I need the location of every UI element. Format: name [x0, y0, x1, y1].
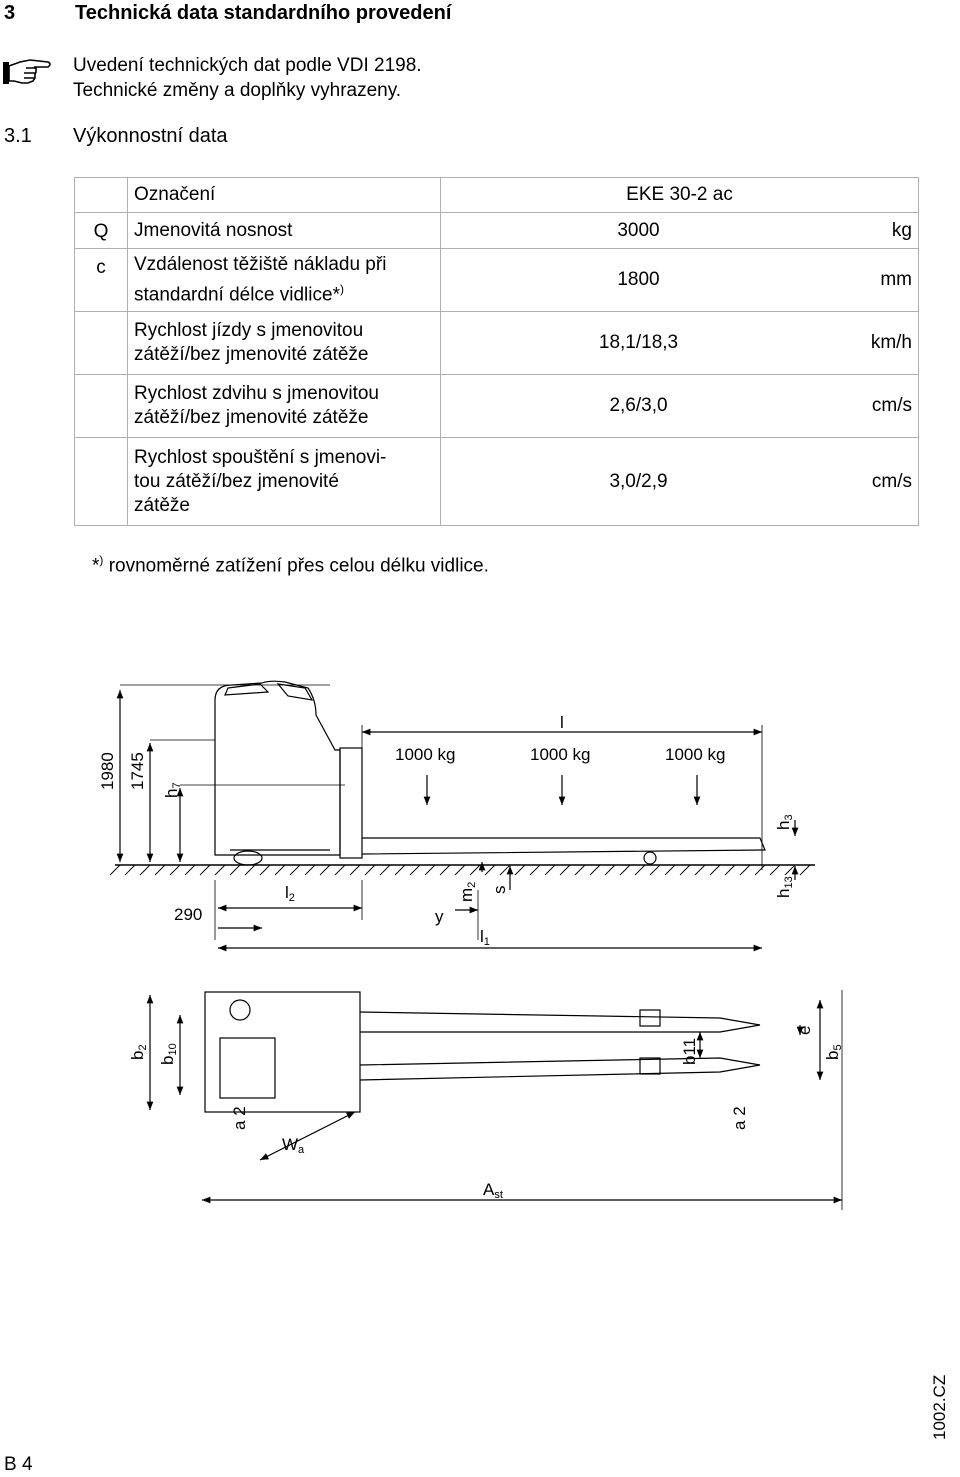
dim-l1: l1 — [480, 927, 490, 948]
dim-290: 290 — [174, 905, 203, 924]
table-row — [75, 249, 919, 312]
footnote: *) rovnoměrné zatížení přes celou délku vidlice. — [92, 553, 489, 577]
dim-h7: h7 — [162, 782, 183, 798]
top-view-labels — [128, 1026, 844, 1201]
dim-s: s — [490, 885, 509, 894]
row-label: Rychlost zdvihu s jmenovitou zátěží/bez jmenovité zátěže — [128, 375, 441, 438]
dim-e: e — [795, 1025, 814, 1035]
dim-y: y — [435, 907, 444, 926]
dim-l2: l2 — [285, 883, 295, 904]
row-value: 3000 — [441, 213, 837, 249]
dim-m2: m2 — [457, 881, 478, 902]
row-symbol — [75, 375, 128, 438]
dim-b11: b11 — [680, 1037, 699, 1065]
row-symbol: c — [75, 249, 128, 312]
document-number: 1002.CZ — [930, 1374, 949, 1440]
section-number: 3 — [4, 2, 16, 24]
subsection-number: 3.1 — [4, 125, 32, 147]
dim-b10: b10 — [158, 1043, 179, 1065]
note-line-2: Technické změny a doplňky vyhrazeny. — [73, 80, 402, 101]
height-1745: 1745 — [128, 752, 147, 790]
load-2: 1000 kg — [530, 745, 591, 764]
row-symbol — [75, 312, 128, 375]
page-number: B 4 — [4, 1454, 33, 1475]
row-value: 1800 — [441, 249, 837, 312]
table-row — [75, 438, 919, 526]
note-line-1: Uvedení technických dat podle VDI 2198. — [73, 55, 422, 76]
pointing-hand-icon — [2, 56, 54, 90]
row-unit: cm/s — [836, 438, 919, 526]
dim-h3: h3 — [774, 814, 795, 830]
row-unit: km/h — [836, 312, 919, 375]
row-label: Rychlost spouštění s jmenovi- tou zátěží/bez jmenovité zátěže — [128, 438, 441, 526]
dim-h13: h13 — [774, 876, 795, 898]
table-row — [75, 375, 919, 438]
table-header-row — [75, 178, 919, 213]
load-3: 1000 kg — [665, 745, 726, 764]
row-value: 18,1/18,3 — [441, 312, 837, 375]
row-value: 3,0/2,9 — [441, 438, 837, 526]
row-label: Vzdálenost těžiště nákladu při standardní délce vidlice*) — [128, 249, 441, 312]
dim-a-half-right: a 2 — [730, 1106, 749, 1130]
row-label: Rychlost jízdy s jmenovitou zátěží/bez jmenovité zátěže — [128, 312, 441, 375]
side-view — [110, 681, 815, 948]
dim-wa: Wa — [282, 1135, 305, 1156]
dimension-drawing — [0, 640, 960, 1220]
row-symbol — [75, 438, 128, 526]
top-view — [150, 990, 842, 1210]
dim-b2: b2 — [128, 1044, 149, 1060]
subsection-title: Výkonnostní data — [73, 125, 228, 147]
dim-l: l — [560, 713, 564, 732]
table-row — [75, 312, 919, 375]
dim-a-half-left: a 2 — [230, 1106, 249, 1130]
performance-table — [74, 177, 919, 526]
section-title: Technická data standardního provedení — [75, 2, 452, 24]
row-symbol: Q — [75, 213, 128, 249]
header-label: Označení — [128, 178, 441, 213]
table-row — [75, 213, 919, 249]
dim-b5: b5 — [823, 1044, 844, 1060]
row-unit: cm/s — [836, 375, 919, 438]
row-unit: kg — [836, 213, 919, 249]
height-1980: 1980 — [98, 752, 117, 790]
header-model: EKE 30-2 ac — [441, 178, 919, 213]
technical-note — [73, 53, 422, 103]
row-label: Jmenovitá nosnost — [128, 213, 441, 249]
row-unit: mm — [836, 249, 919, 312]
load-1: 1000 kg — [395, 745, 456, 764]
row-value: 2,6/3,0 — [441, 375, 837, 438]
dim-ast: Ast — [483, 1180, 503, 1201]
side-view-labels — [98, 713, 795, 948]
